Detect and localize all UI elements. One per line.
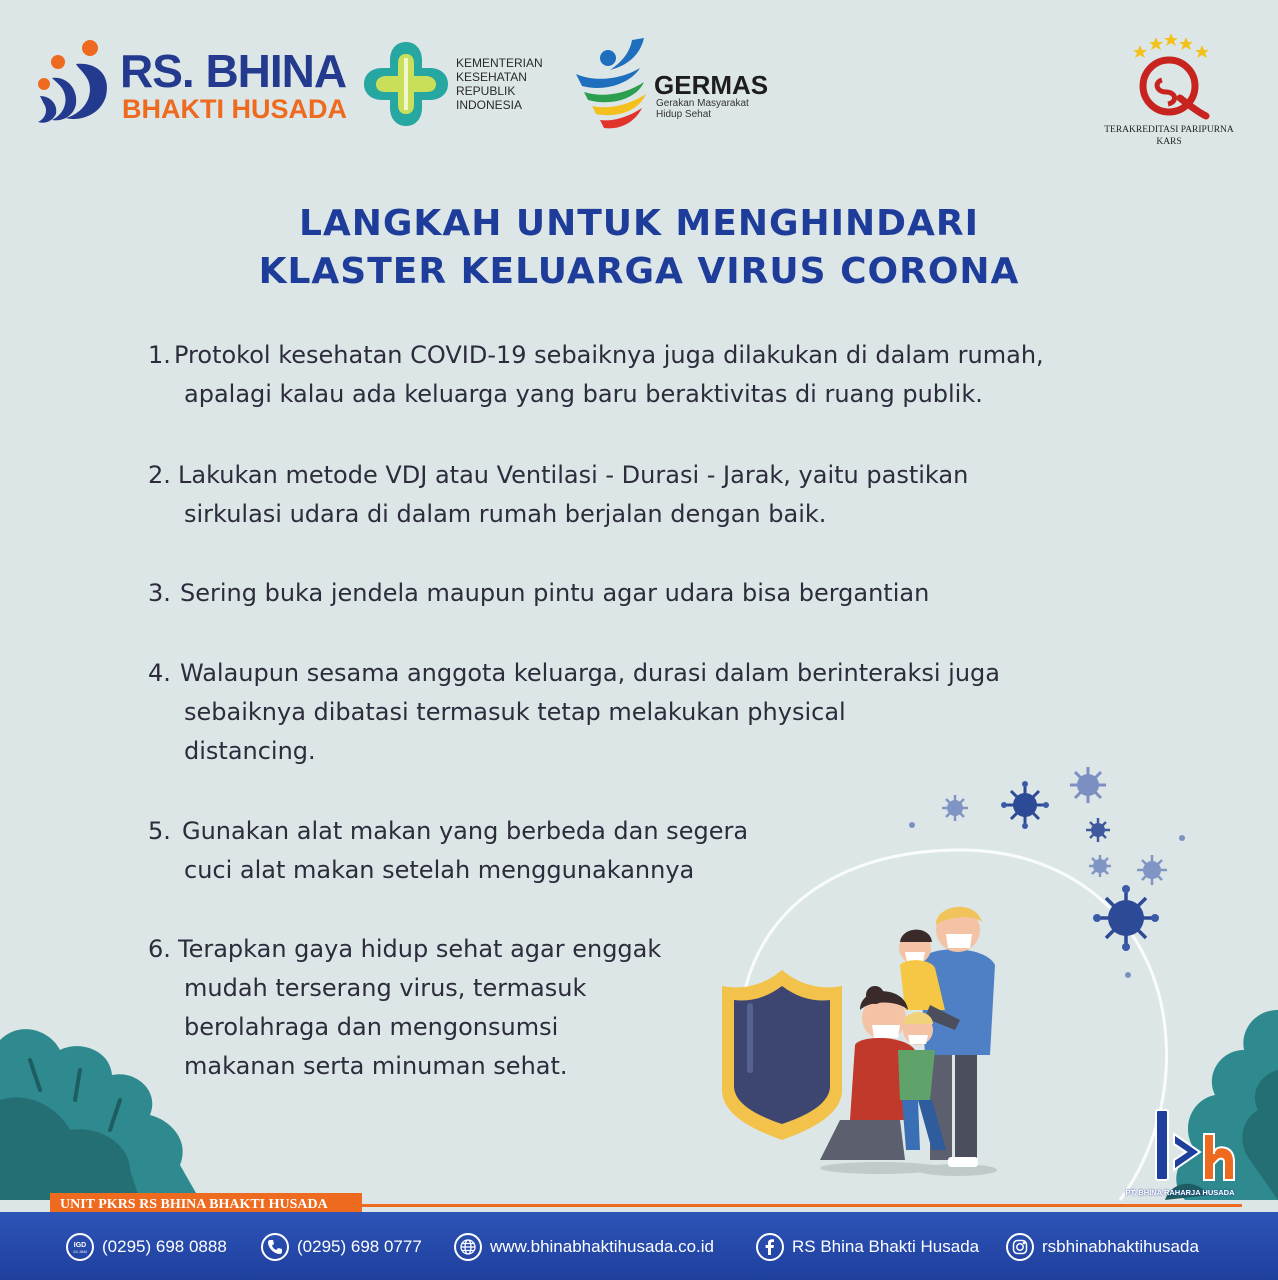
igd-phone: (0295) 698 0888 — [102, 1237, 227, 1256]
germas-logo — [574, 36, 794, 136]
step-item — [148, 336, 1044, 414]
step-line: distancing. — [184, 737, 316, 765]
rs-logo-line1: RS. BHINA — [120, 45, 347, 97]
facebook-icon — [756, 1233, 784, 1261]
facebook-name: RS Bhina Bhakti Husada — [792, 1237, 980, 1256]
step-number: 6. — [148, 935, 171, 963]
kemenkes-line: KESEHATAN — [456, 70, 527, 84]
step-number: 5. — [148, 817, 171, 845]
step-item — [148, 456, 968, 534]
kemenkes-line: REPUBLIK — [456, 84, 516, 98]
step-line: Gunakan alat makan yang berbeda dan segera — [182, 817, 749, 845]
step-line: Walaupun sesama anggota keluarga, durasi dalam berinteraksi juga — [180, 659, 1000, 687]
kemenkes-text — [456, 56, 543, 112]
instagram-link[interactable] — [1006, 1233, 1199, 1261]
step-number: 3. — [148, 579, 171, 607]
rs-bhina-emblem-icon — [36, 34, 116, 124]
contact-footer — [0, 1212, 1278, 1280]
germas-name: GERMAS — [654, 70, 769, 100]
step-item — [148, 812, 748, 890]
germas-emblem-icon — [574, 36, 656, 134]
igd-24-icon — [66, 1233, 94, 1261]
facebook-link[interactable] — [756, 1233, 979, 1261]
step-line: apalagi kalau ada keluarga yang baru beraktivitas di ruang publik. — [184, 380, 983, 408]
page-title — [0, 200, 1278, 296]
pt-bhina-caption: PT. BHINA RAHARJA HUSADA — [1125, 1188, 1235, 1197]
globe-icon — [454, 1233, 482, 1261]
kemenkes-logo — [360, 38, 570, 130]
igd-contact[interactable] — [66, 1233, 227, 1261]
pt-bhina-emblem-icon — [1120, 1104, 1240, 1188]
step-line: Lakukan metode VDJ atau Ventilasi - Durasi - Jarak, yaitu pastikan — [178, 461, 969, 489]
step-item — [148, 574, 929, 613]
step-line: Sering buka jendela maupun pintu agar udara bisa bergantian — [180, 579, 930, 607]
step-number: 1. — [148, 341, 171, 369]
kars-caption-1: TERAKREDITASI PARIPURNA — [1104, 125, 1234, 135]
kars-logo — [1094, 32, 1244, 152]
orange-divider — [362, 1204, 1242, 1207]
step-line: sebaiknya dibatasi termasuk tetap melakukan physical — [184, 698, 846, 726]
shield-icon — [722, 970, 842, 1140]
step-item — [148, 654, 1000, 771]
website-link[interactable] — [454, 1233, 714, 1261]
website-url: www.bhinabhaktihusada.co.id — [490, 1237, 714, 1256]
rs-logo-line2: BHAKTI HUSADA — [122, 94, 347, 124]
step-number: 2. — [148, 461, 171, 489]
kars-caption — [1094, 124, 1244, 148]
phone-number: (0295) 698 0777 — [297, 1237, 422, 1256]
family-illustration-icon — [820, 907, 997, 1176]
phone-icon — [261, 1233, 289, 1261]
kars-caption-2: KARS — [1156, 137, 1182, 147]
pt-bhina-logo — [1120, 1104, 1240, 1204]
germas-tagline-1: Gerakan Masyarakat — [656, 98, 749, 109]
instagram-icon — [1006, 1233, 1034, 1261]
kars-emblem-icon — [1124, 32, 1214, 120]
step-line: cuci alat makan setelah menggunakannya — [184, 856, 695, 884]
step-line: berolahraga dan mengonsumsi — [184, 1013, 559, 1041]
phone-contact[interactable] — [261, 1233, 422, 1261]
unit-label: UNIT PKRS RS BHINA BHAKTI HUSADA — [50, 1193, 362, 1217]
step-line: mudah terserang virus, termasuk — [184, 974, 587, 1002]
instagram-handle: rsbhinabhaktihusada — [1042, 1237, 1199, 1256]
step-line: Protokol kesehatan COVID-19 sebaiknya juga dilakukan di dalam rumah, — [174, 341, 1044, 369]
rs-bhina-logo — [36, 34, 347, 134]
igd-badge-subtext: 24 JAM — [73, 1249, 87, 1254]
step-item — [148, 930, 661, 1086]
germas-tagline — [656, 98, 749, 120]
title-line2: KLASTER KELUARGA VIRUS CORONA — [258, 251, 1020, 292]
step-line: Terapkan gaya hidup sehat agar enggak — [178, 935, 662, 963]
title-line1: LANGKAH UNTUK MENGHINDARI — [298, 203, 980, 244]
kemenkes-line: INDONESIA — [456, 98, 523, 112]
step-number: 4. — [148, 659, 171, 687]
step-line: sirkulasi udara di dalam rumah berjalan dengan baik. — [184, 500, 827, 528]
step-line: makanan serta minuman sehat. — [184, 1052, 568, 1080]
igd-badge-text: IGD — [73, 1242, 87, 1249]
kemenkes-line: KEMENTERIAN — [456, 56, 543, 70]
kemenkes-emblem-icon — [360, 38, 452, 130]
germas-tagline-2: Hidup Sehat — [656, 109, 712, 120]
